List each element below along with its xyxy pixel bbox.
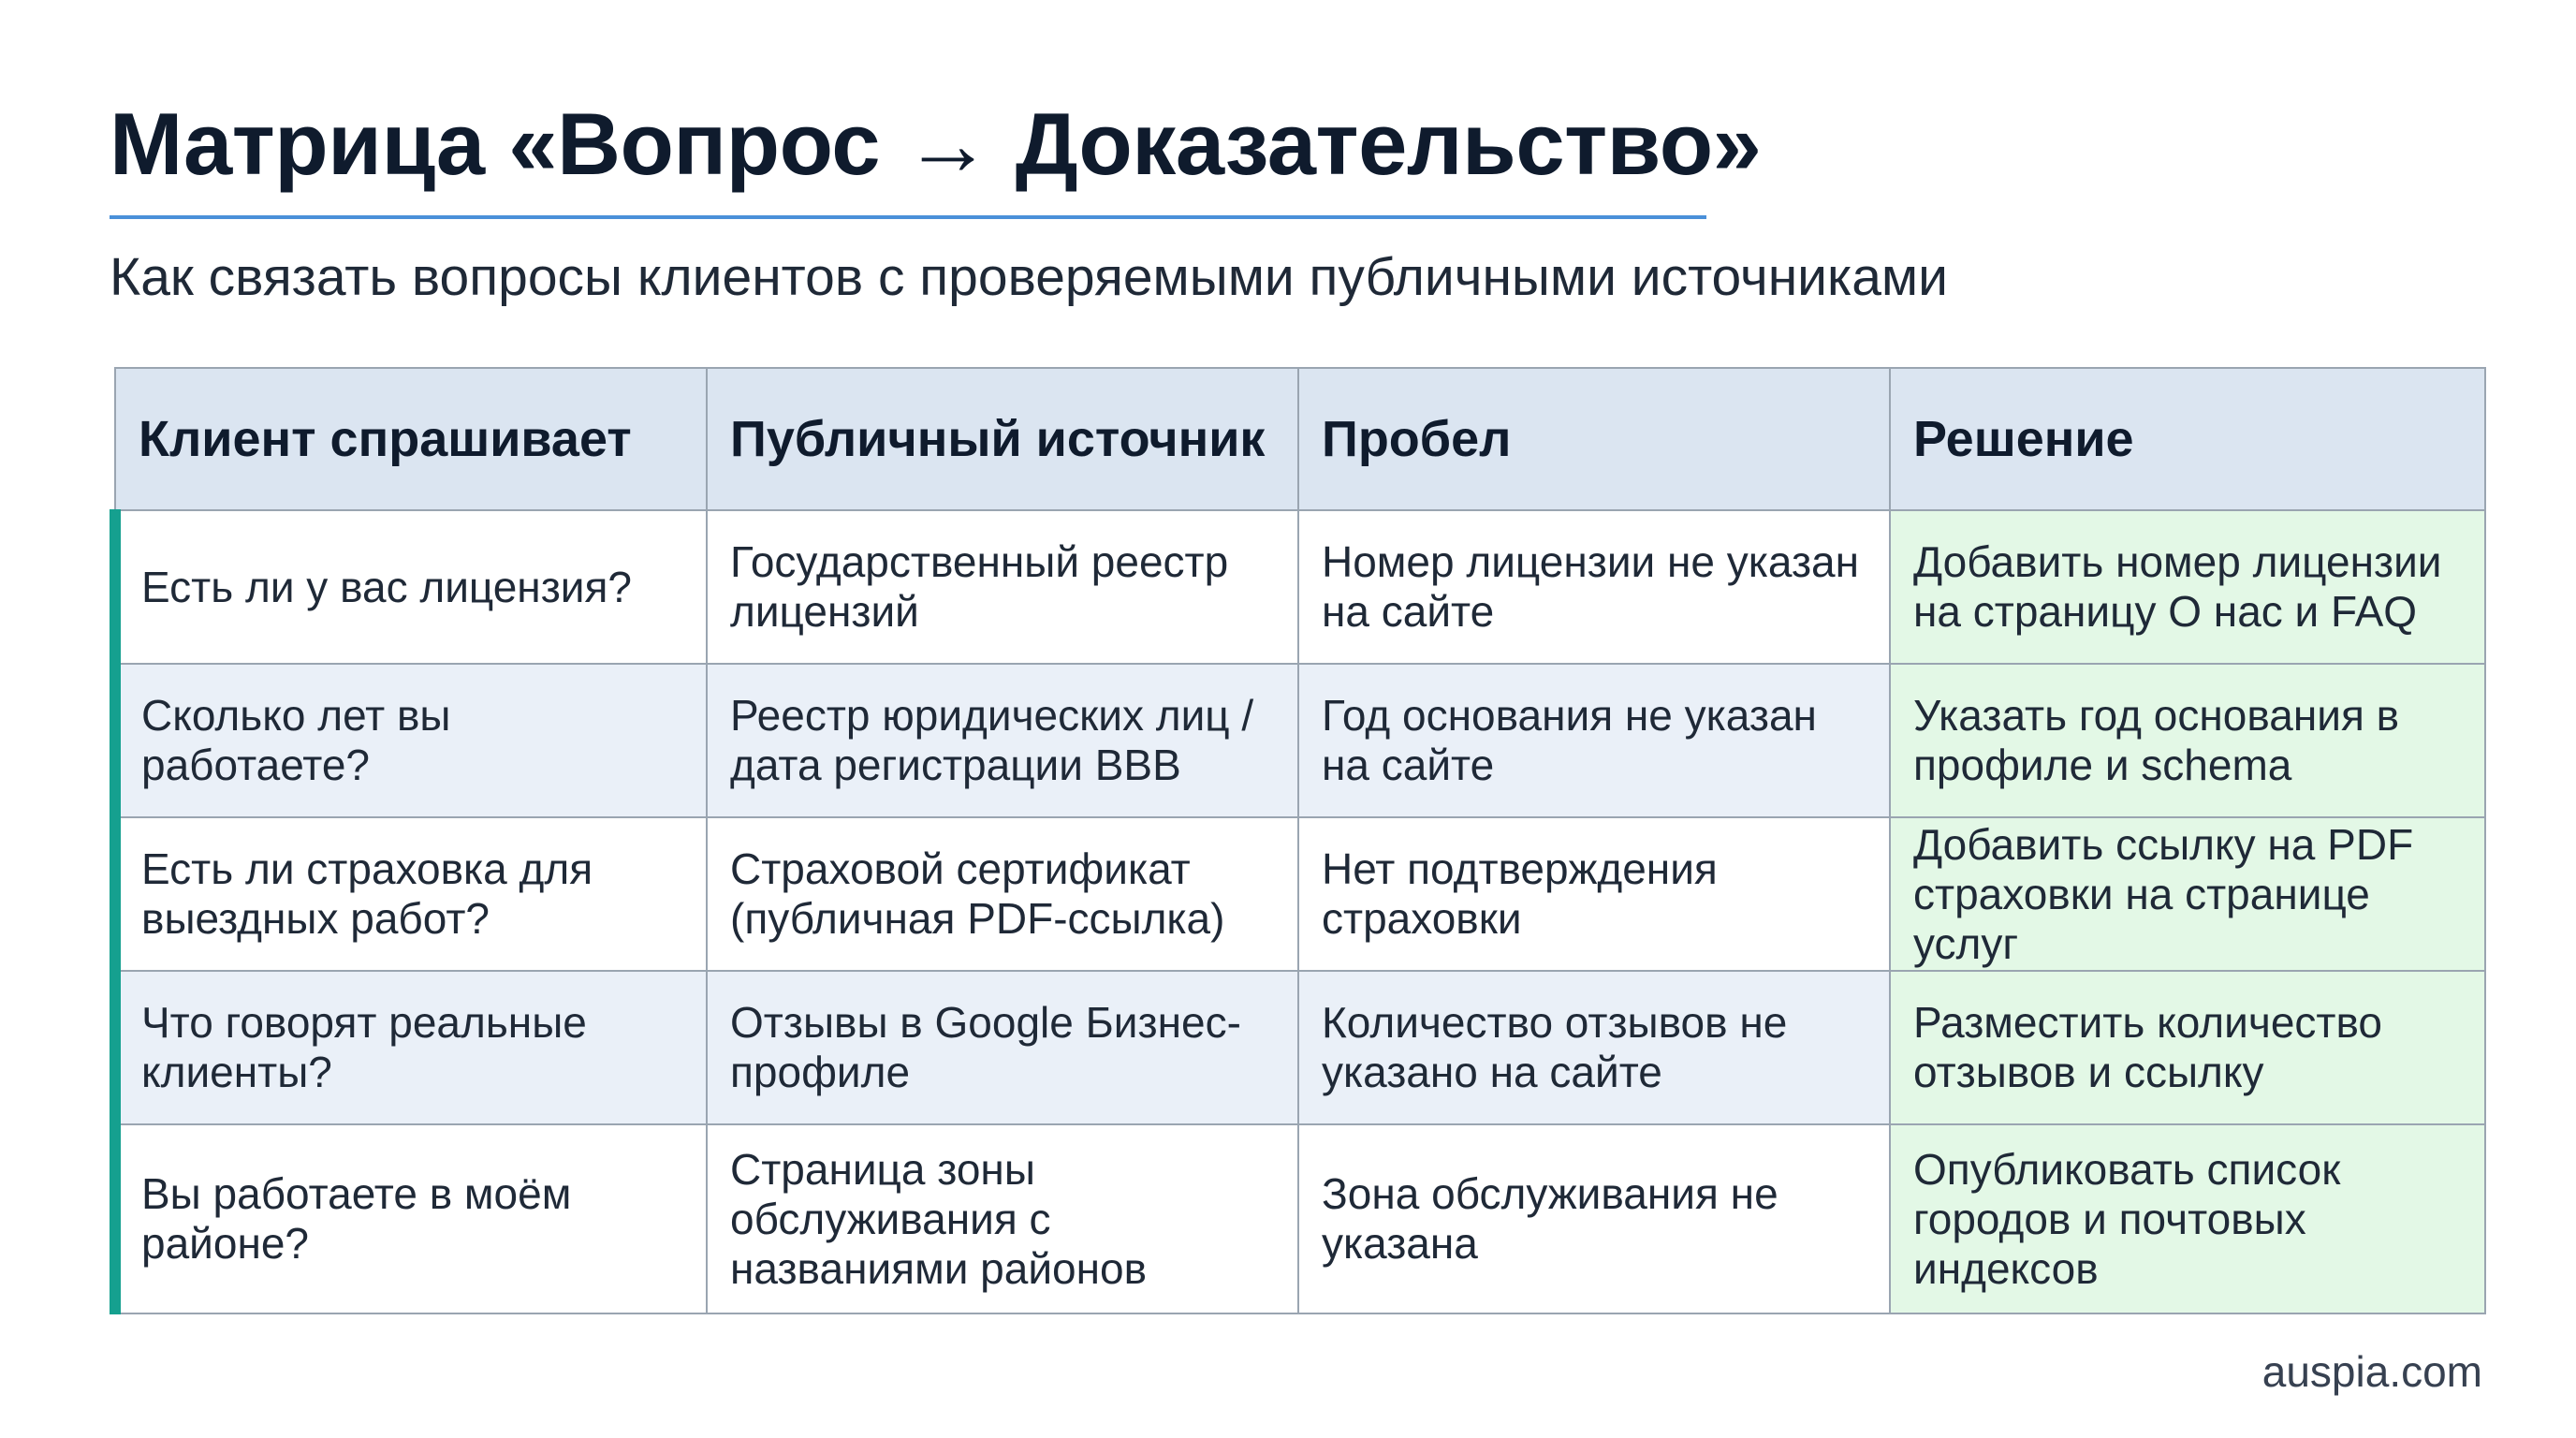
table-row <box>115 510 2485 664</box>
cell-solution-text: Разместить количество отзывов и ссылку <box>1913 998 2382 1096</box>
cell-question: Сколько лет вы работаете? <box>115 664 707 817</box>
page-title: Матрица «Вопрос → Доказательство» <box>110 95 1762 193</box>
column-header-solution: Решение <box>1890 368 2485 510</box>
cell-gap: Год основания не указан на сайте <box>1298 664 1890 817</box>
column-header-question: Клиент спрашивает <box>115 368 707 510</box>
table-row <box>115 1124 2485 1313</box>
column-header-source: Публичный источник <box>707 368 1298 510</box>
table-header-row <box>115 368 2485 510</box>
table-row <box>115 971 2485 1124</box>
cell-source: Отзывы в Google Бизнес-профиле <box>707 971 1298 1124</box>
table-row <box>115 664 2485 817</box>
cell-solution-text: Указать год основания в профиле и schema <box>1913 691 2400 789</box>
cell-gap: Зона обслуживания не указана <box>1298 1124 1890 1313</box>
cell-gap: Номер лицензии не указан на сайте <box>1298 510 1890 664</box>
cell-question: Вы работаете в моём районе? <box>115 1124 707 1313</box>
cell-question: Есть ли у вас лицензия? <box>115 510 707 664</box>
cell-question: Есть ли страховка для выездных работ? <box>115 817 707 971</box>
column-header-gap: Пробел <box>1298 368 1890 510</box>
question-evidence-matrix <box>110 367 2486 1314</box>
cell-source: Реестр юридических лиц / дата регистрации BBB <box>707 664 1298 817</box>
cell-solution-text: Опубликовать список городов и почтовых индексов <box>1913 1144 2341 1293</box>
cell-question: Что говорят реальные клиенты? <box>115 971 707 1124</box>
cell-solution <box>1890 510 2485 664</box>
cell-solution <box>1890 664 2485 817</box>
cell-source: Государственный реестр лицензий <box>707 510 1298 664</box>
cell-solution <box>1890 1124 2485 1313</box>
table-row <box>115 817 2485 971</box>
title-underline <box>110 215 1706 219</box>
page-subtitle: Как связать вопросы клиентов с проверяемыми публичными источниками <box>110 247 1948 307</box>
cell-source: Страница зоны обслуживания с названиями районов <box>707 1124 1298 1313</box>
cell-solution-text: Добавить номер лицензии на страницу О нас и FAQ <box>1913 537 2442 636</box>
cell-solution <box>1890 971 2485 1124</box>
cell-solution <box>1890 817 2485 971</box>
cell-gap: Количество отзывов не указано на сайте <box>1298 971 1890 1124</box>
cell-solution-text: Добавить ссылку на PDF страховки на странице услуг <box>1913 819 2414 968</box>
brand-watermark: auspia.com <box>2261 1347 2482 1396</box>
cell-source: Страховой сертификат (публичная PDF-ссылка) <box>707 817 1298 971</box>
cell-gap: Нет подтверждения страховки <box>1298 817 1890 971</box>
